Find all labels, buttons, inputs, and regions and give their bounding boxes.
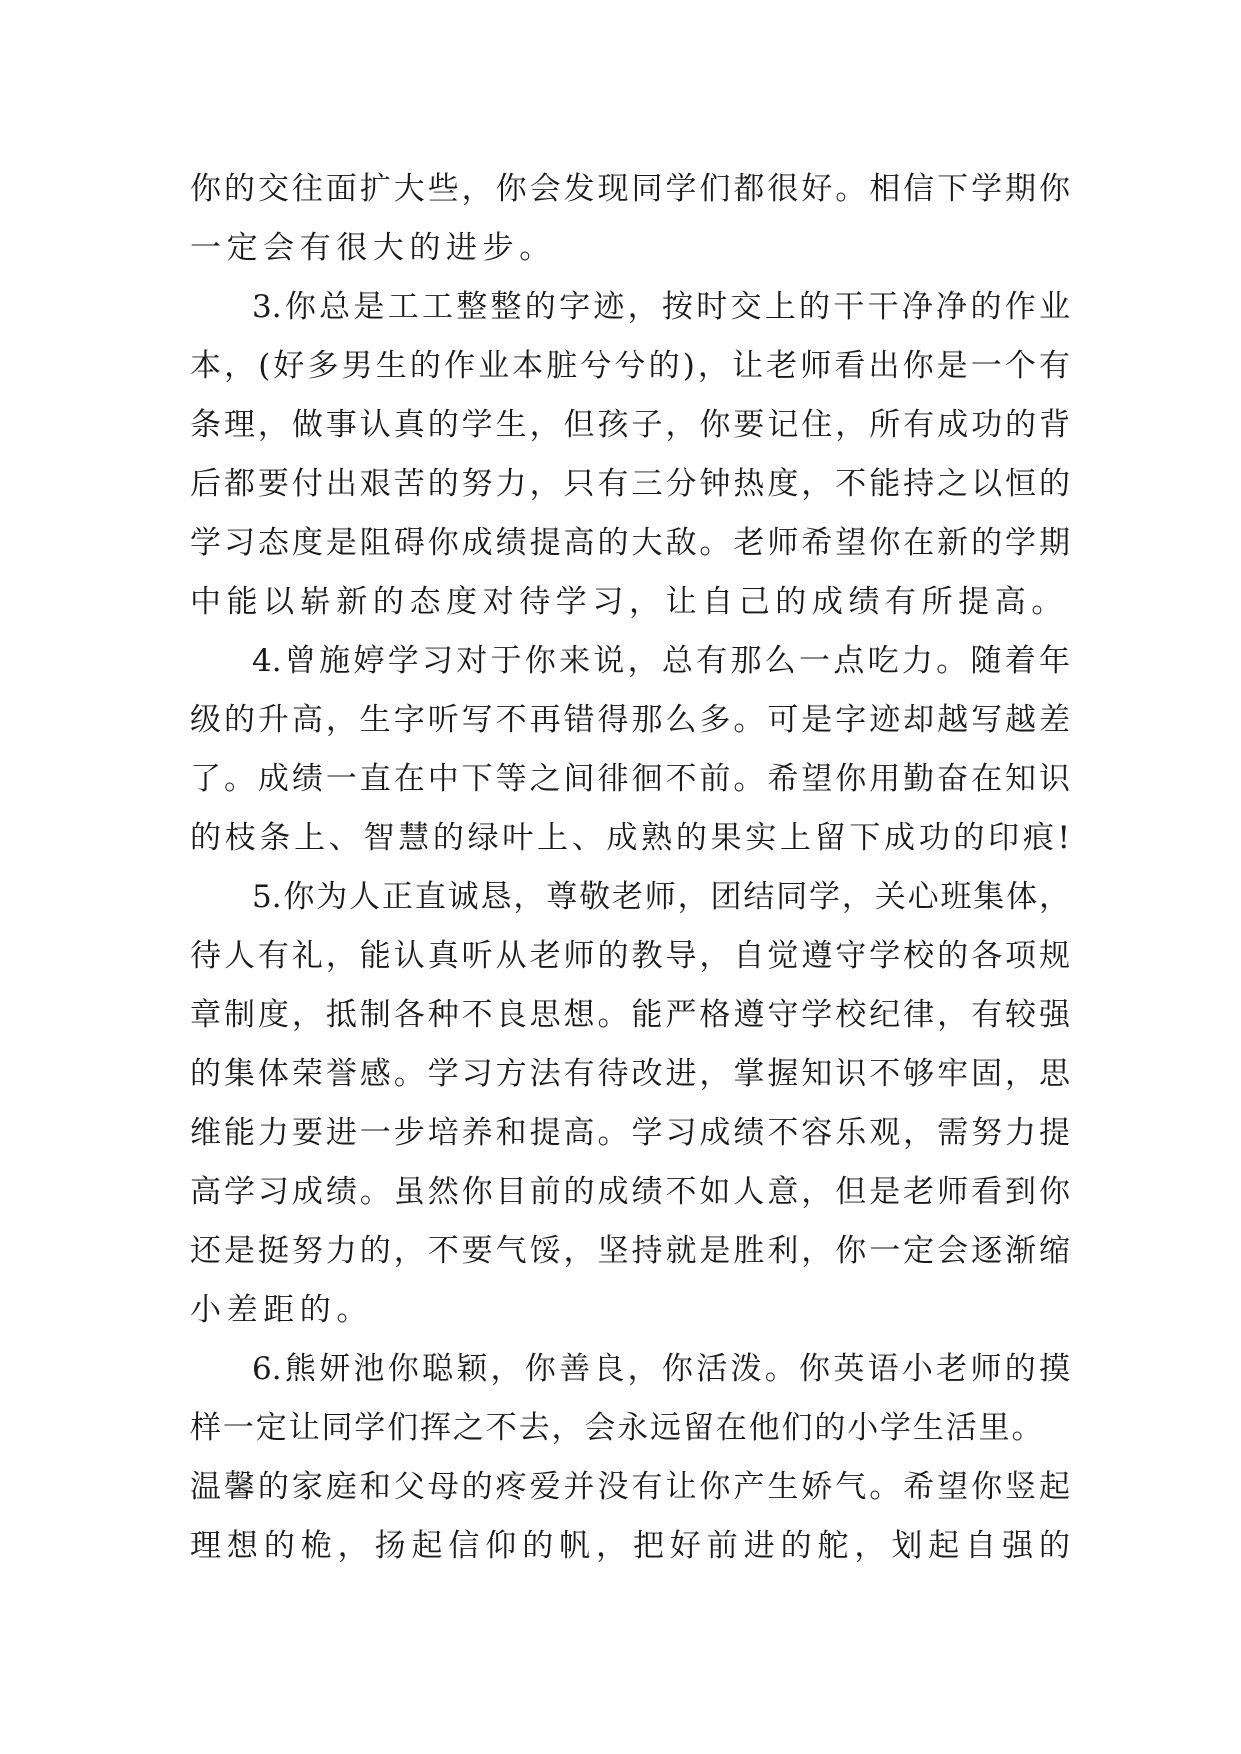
- text-line: 小差距的。: [190, 1292, 373, 1328]
- text-line: 5.你为人正直诚恳，尊敬老师，团结同学，关心班集体，: [252, 879, 1070, 915]
- text-line: 你的交往面扩大些，你会发现同学们都很好。相信下学期你: [190, 171, 1070, 207]
- text-line: 章制度，抵制各种不良思想。能严格遵守学校纪律，有较强: [190, 997, 1070, 1033]
- text-line: 了。成绩一直在中下等之间徘徊不前。希望你用勤奋在知识: [190, 761, 1070, 797]
- text-line: 一定会有很大的进步。: [190, 230, 556, 266]
- text-line: 样一定让同学们挥之不去，会永远留在他们的小学生活里。: [190, 1410, 1045, 1446]
- text-line: 温馨的家庭和父母的疼爱并没有让你产生娇气。希望你竖起: [190, 1469, 1070, 1505]
- paragraph-4: [190, 632, 1070, 868]
- text-line: 待人有礼，能认真听从老师的教导，自觉遵守学校的各项规: [190, 938, 1070, 974]
- text-line: 级的升高，生字听写不再错得那么多。可是字迹却越写越差: [190, 702, 1070, 738]
- text-line: 学习态度是阻碍你成绩提高的大敌。老师希望你在新的学期: [190, 525, 1070, 561]
- text-line: 中能以崭新的态度对待学习，让自己的成绩有所提高。: [190, 584, 1068, 620]
- text-line: 本，(好多男生的作业本脏兮兮的)，让老师看出你是一个有: [190, 348, 1070, 384]
- text-line: 4.曾施婷学习对于你来说，总有那么一点吃力。随着年: [252, 643, 1070, 679]
- text-line: 条理，做事认真的学生，但孩子，你要记住，所有成功的背: [190, 407, 1070, 443]
- text-line: 还是挺努力的，不要气馁，坚持就是胜利，你一定会逐渐缩: [190, 1233, 1070, 1269]
- paragraph-5: [190, 868, 1070, 1340]
- text-line: 理想的桅，扬起信仰的帆，把好前进的舵，划起自强的: [190, 1528, 1070, 1564]
- text-line: 3.你总是工工整整的字迹，按时交上的干干净净的作业: [252, 289, 1070, 325]
- text-line: 6.熊妍池你聪颖，你善良，你活泼。你英语小老师的摸: [252, 1351, 1070, 1387]
- text-line: 维能力要进一步培养和提高。学习成绩不容乐观，需努力提: [190, 1115, 1070, 1151]
- paragraph-continued: [190, 160, 1070, 278]
- text-line: 后都要付出艰苦的努力，只有三分钟热度，不能持之以恒的: [190, 466, 1070, 502]
- document-body: [190, 160, 1070, 1576]
- text-line: 的集体荣誉感。学习方法有待改进，掌握知识不够牢固，思: [190, 1056, 1070, 1092]
- text-line: 高学习成绩。虽然你目前的成绩不如人意，但是老师看到你: [190, 1174, 1070, 1210]
- paragraph-6: [190, 1340, 1070, 1576]
- text-line: 的枝条上、智慧的绿叶上、成熟的果实上留下成功的印痕!: [190, 820, 1070, 856]
- paragraph-3: [190, 278, 1070, 632]
